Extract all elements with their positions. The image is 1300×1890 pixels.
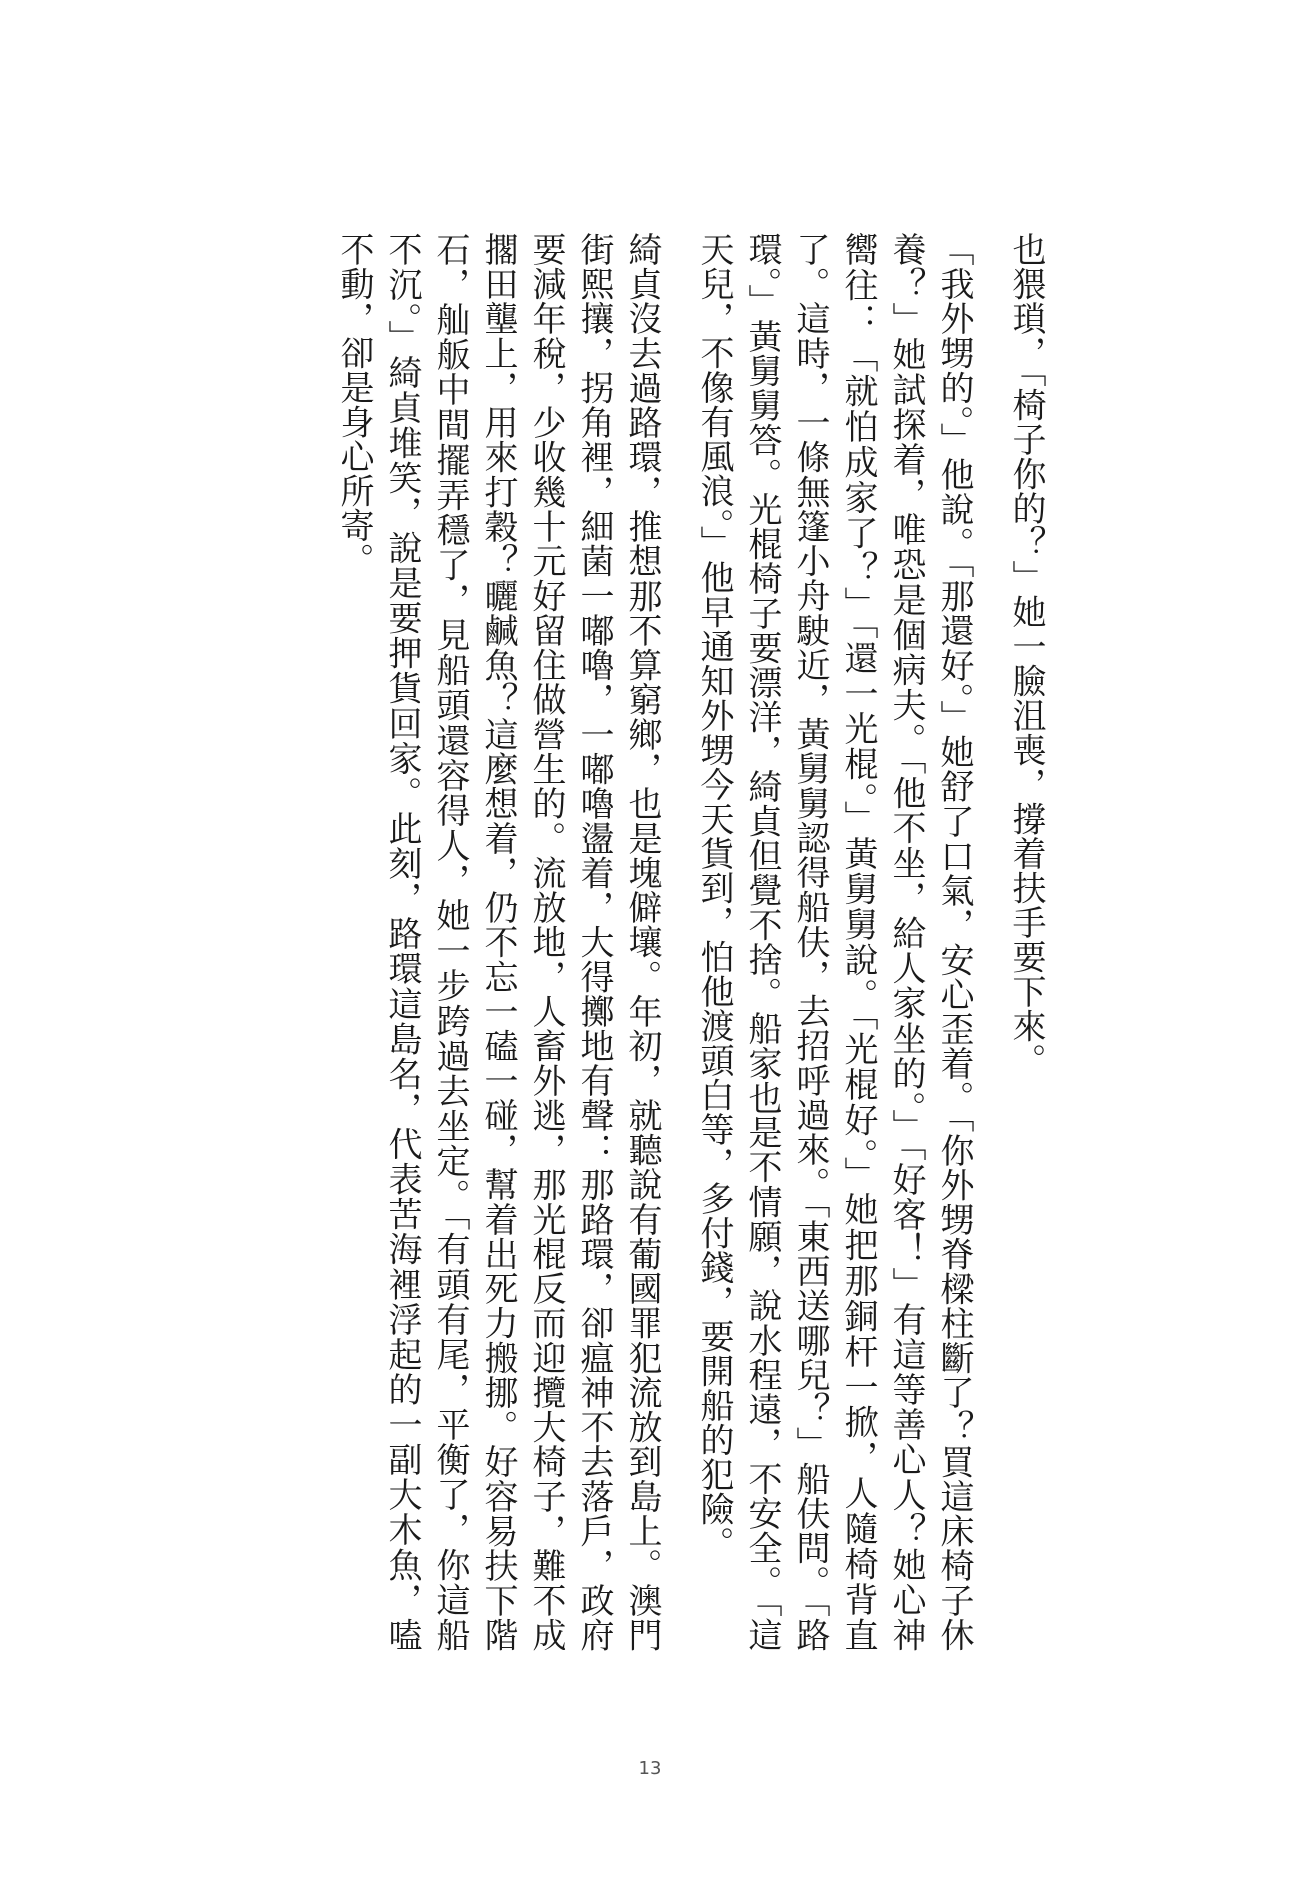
paragraph-3: 綺貞沒去過路環，推想那不算窮鄉，也是塊僻壤。年初，就聽說有葡國罪犯流放到島上。澳門街熙攘，拐角裡，細菌一嘟嚕，一嘟嚕盪着，大得擲地有聲：那路環，卻瘟神不去落戶，政府要減年稅，少收幾十元好留住做營生的。流放地，人畜外逃，那光棍反而迎攬大椅子，難不成擱田壟上，用來打穀？曬鹹魚？這麼想着，仍不忘一磕一碰，幫着出死力搬挪。好容易扶下階石，舢舨中間擺弄穩了，見船頭還容得人，她一步跨過去坐定。「有頭有尾，平衡了，你這船不沉。」綺貞堆笑，說是要押貨回家。此刻，路環這島名，代表苦海裡浮起的一副大木魚，嗑不動，卻是身心所寄。 (334, 232, 662, 1652)
page-number: 13 (638, 1758, 662, 1779)
paragraph-2: 「我外甥的。」他說。「那還好。」她舒了口氣，安心歪着。「你外甥脊樑柱斷了？買這床椅子休養？」她試探着，唯恐是個病夫。「他不坐，給人家坐的。」「好客！」有這等善心人？她心神嚮往：「就怕成家了？」「還一光棍。」黃舅舅說。「光棍好。」她把那銅杆一掀，人隨椅背直了。這時，一條無篷小舟駛近，黃舅舅認得船伕，去招呼過來。「東西送哪兒？」船伕問。「路環。」黃舅舅答。光棍椅子要漂洋，綺貞但覺不捨。船家也是不情願，說水程遠，不安全。「這天兒，不像有風浪。」他早通知外甥今天貨到，怕他渡頭白等，多付錢，要開船的犯險。 (694, 232, 974, 1652)
vertical-text-body (330, 232, 1050, 1652)
paragraph-1: 也猥瑣，「椅子你的？」她一臉沮喪，撐着扶手要下來。 (1006, 232, 1046, 1078)
